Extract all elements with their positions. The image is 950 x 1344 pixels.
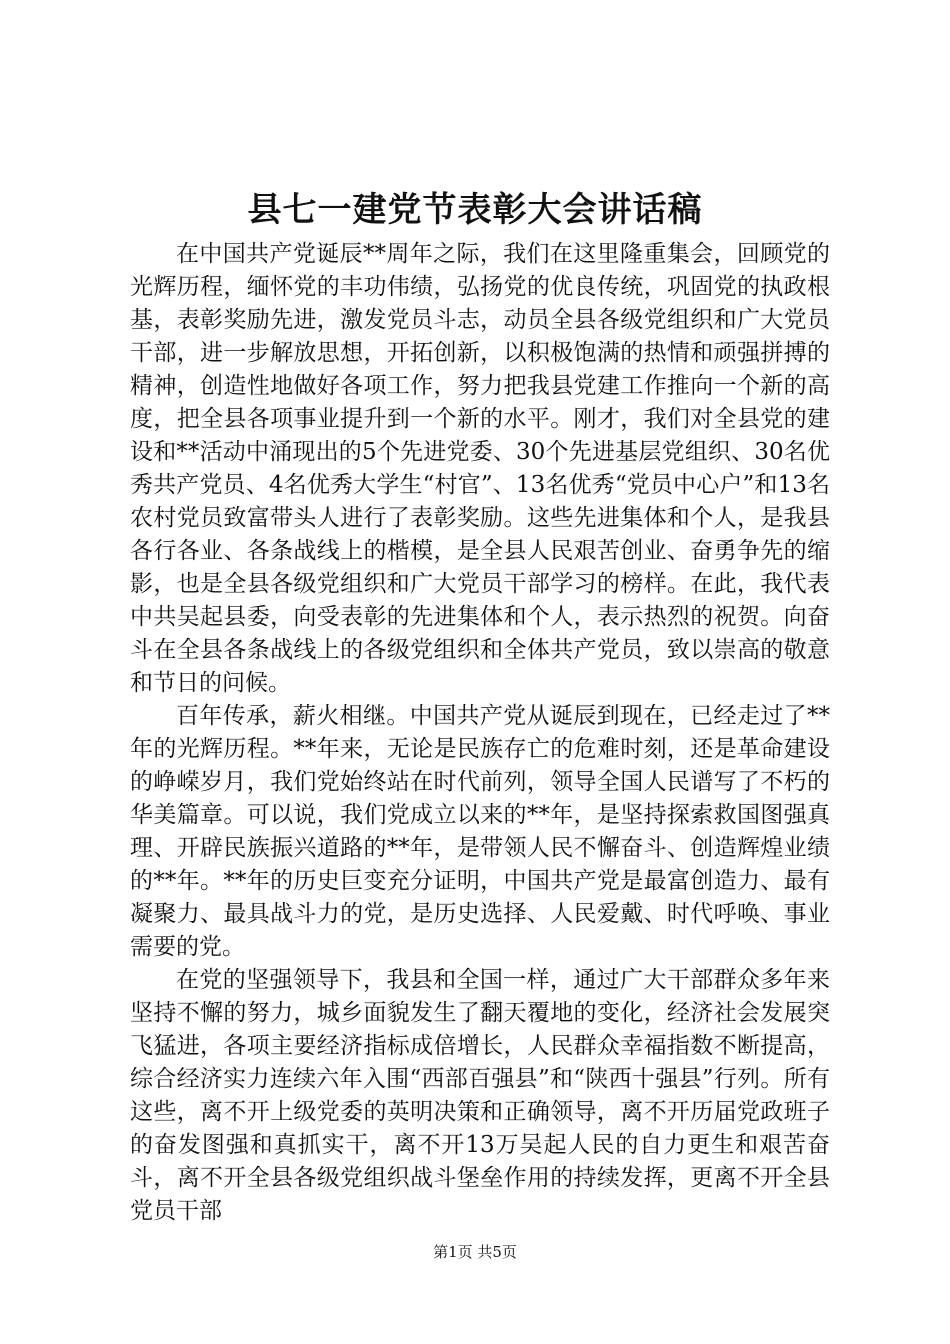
document-body <box>130 238 830 1228</box>
document-title: 县七一建党节表彰大会讲话稿 <box>247 190 703 230</box>
paragraph-3: 在党的坚强领导下，我县和全国一样，通过广大干部群众多年来坚持不懈的努力，城乡面貌发生了翻天覆地的变化，经济社会发展突飞猛进，各项主要经济指标成倍增长，人民群众幸福指数不断提高，综合经济实力连续六年入围“西部百强县”和“陕西十强县”行列。所有这些，离不开上级党委的英明决策和正确领导，离不开历届党政班子的奋发图强和真抓实干，离不开13万吴起人民的自力更生和艰苦奋斗，离不开全县各级党组织战斗堡垒作用的持续发挥，更离不开全县党员干部 <box>130 967 830 1224</box>
page-footer: 第1页 共5页 <box>433 1243 517 1261</box>
paragraph-1: 在中国共产党诞辰**周年之际，我们在这里隆重集会，回顾党的光辉历程，缅怀党的丰功伟绩，弘扬党的优良传统，巩固党的执政根基，表彰奖励先进，激发党员斗志，动员全县各级党组织和广大党员干部，进一步解放思想，开拓创新，以积极饱满的热情和顽强拼搏的精神，创造性地做好各项工作，努力把我县党建工作推向一个新的高度，把全县各项事业提升到一个新的水平。刚才，我们对全县党的建设和**活动中涌现出的5个先进党委、30个先进基层党组织、30名优秀共产党员、4名优秀大学生“村官”、13名优秀“党员中心户”和13名农村党员致富带头人进行了表彰奖励。这些先进集体和个人，是我县各行各业、各条战线上的楷模，是全县人民艰苦创业、奋勇争先的缩影，也是全县各级党组织和广大党员干部学习的榜样。在此，我代表中共吴起县委，向受表彰的先进集体和个人，表示热烈的祝贺。向奋斗在全县各条战线上的各级党组织和全体共产党员，致以崇高的敬意和节日的问候。 <box>130 241 830 696</box>
paragraph-2: 百年传承，薪火相继。中国共产党从诞辰到现在，已经走过了**年的光辉历程。**年来，无论是民族存亡的危难时刻，还是革命建设的峥嵘岁月，我们党始终站在时代前列，领导全国人民谱写了不朽的华美篇章。可以说，我们党成立以来的**年，是坚持探索救国图强真理、开辟民族振兴道路的**年，是带领人民不懈奋斗、创造辉煌业绩的**年。**年的历史巨变充分证明，中国共产党是最富创造力、最有凝聚力、最具战斗力的党，是历史选择、人民爱戴、时代呼唤、事业需要的党。 <box>130 703 830 960</box>
